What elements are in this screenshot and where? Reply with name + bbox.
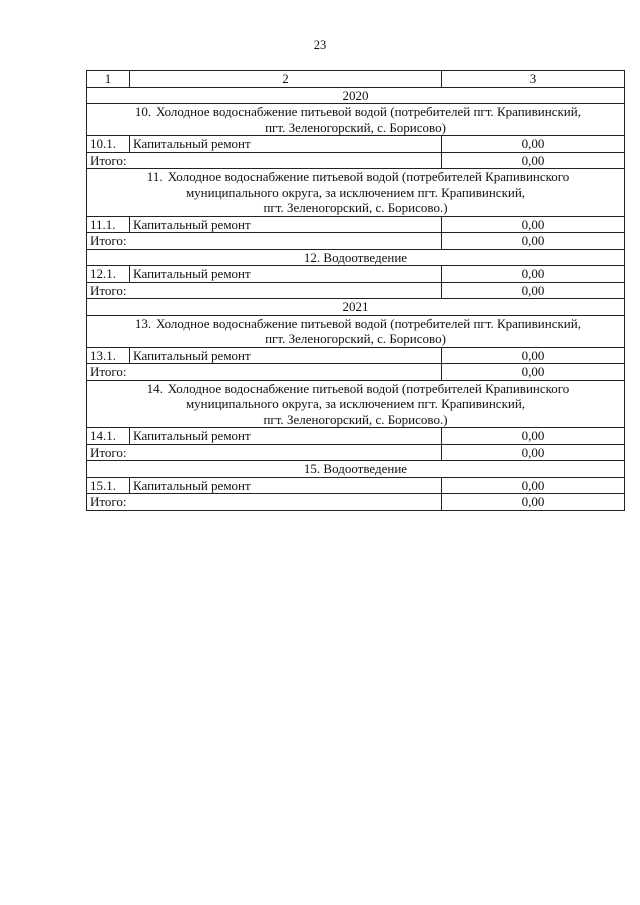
category-title-row (87, 169, 625, 217)
category-title (87, 104, 625, 136)
category-title-line: муниципального округа, за исключением пгт. Крапивинский, (185, 396, 526, 411)
category-title-line: муниципального округа, за исключением пгт. Крапивинский, (185, 184, 526, 200)
total-label: Итого: (87, 444, 442, 461)
item-name: Капитальный ремонт (130, 216, 442, 233)
total-value: 0,00 (442, 444, 625, 461)
total-value: 0,00 (442, 233, 625, 250)
item-row (87, 216, 625, 233)
category-index: 13. (134, 315, 152, 331)
section-row (87, 461, 625, 478)
category-title-line: пгт. Зеленогорский, с. Борисово) (265, 119, 446, 135)
total-row (87, 444, 625, 461)
item-row (87, 266, 625, 283)
category-title-text: Холодное водоснабжение питьевой водой (потребителей Крапивинского (167, 380, 570, 396)
category-title-line (90, 104, 621, 120)
item-name: Капитальный ремонт (130, 347, 442, 364)
section-row (87, 249, 625, 266)
section-title: 12. Водоотведение (87, 249, 625, 266)
total-row (87, 152, 625, 169)
total-label: Итого: (87, 494, 442, 511)
total-row (87, 233, 625, 250)
item-value: 0,00 (442, 428, 625, 445)
item-row (87, 477, 625, 494)
category-title-text: Холодное водоснабжение питьевой водой (потребителей Крапивинского (167, 169, 570, 184)
header-col-3: 3 (442, 71, 625, 88)
category-title (87, 315, 625, 347)
item-number: 11.1. (87, 216, 130, 233)
item-row (87, 136, 625, 153)
total-label: Итого: (87, 152, 442, 169)
category-title (87, 380, 625, 428)
year-label: 2020 (87, 87, 625, 104)
item-value: 0,00 (442, 266, 625, 283)
item-number: 10.1. (87, 136, 130, 153)
item-name: Капитальный ремонт (130, 266, 442, 283)
year-row (87, 87, 625, 104)
category-title-text: Холодное водоснабжение питьевой водой (потребителей пгт. Крапивинский, (156, 315, 581, 331)
total-value: 0,00 (442, 282, 625, 299)
header-col-1: 1 (87, 71, 130, 88)
item-row (87, 347, 625, 364)
category-index: 11. (146, 169, 163, 184)
item-value: 0,00 (442, 216, 625, 233)
total-row (87, 364, 625, 381)
year-label: 2021 (87, 299, 625, 316)
item-row (87, 428, 625, 445)
item-value: 0,00 (442, 477, 625, 494)
category-index: 14. (146, 380, 163, 396)
item-number: 15.1. (87, 477, 130, 494)
total-value: 0,00 (442, 364, 625, 381)
total-label: Итого: (87, 233, 442, 250)
total-value: 0,00 (442, 152, 625, 169)
year-row (87, 299, 625, 316)
item-name: Капитальный ремонт (130, 477, 442, 494)
category-title-line: пгт. Зеленогорский, с. Борисово.) (263, 200, 448, 215)
total-label: Итого: (87, 282, 442, 299)
category-title-row (87, 380, 625, 428)
item-name: Капитальный ремонт (130, 428, 442, 445)
item-number: 14.1. (87, 428, 130, 445)
category-title-line (90, 381, 621, 397)
category-index: 10. (134, 104, 152, 119)
category-title-row (87, 315, 625, 347)
item-value: 0,00 (442, 136, 625, 153)
category-title-row (87, 104, 625, 136)
program-table-body (87, 71, 625, 511)
category-title-line: пгт. Зеленогорский, с. Борисово.) (263, 411, 448, 427)
section-title: 15. Водоотведение (87, 461, 625, 478)
category-title-line (90, 316, 621, 332)
total-row (87, 494, 625, 511)
category-title-text: Холодное водоснабжение питьевой водой (потребителей пгт. Крапивинский, (156, 104, 581, 119)
category-title (87, 169, 625, 217)
header-row (87, 71, 625, 88)
total-row (87, 282, 625, 299)
item-value: 0,00 (442, 347, 625, 364)
page-number: 23 (313, 38, 327, 52)
total-value: 0,00 (442, 494, 625, 511)
category-title-line: пгт. Зеленогорский, с. Борисово) (265, 331, 446, 346)
header-col-2: 2 (130, 71, 442, 88)
item-number: 13.1. (87, 347, 130, 364)
program-table (86, 70, 625, 511)
total-label: Итого: (87, 364, 442, 381)
category-title-line (90, 169, 621, 185)
item-name: Капитальный ремонт (130, 136, 442, 153)
item-number: 12.1. (87, 266, 130, 283)
